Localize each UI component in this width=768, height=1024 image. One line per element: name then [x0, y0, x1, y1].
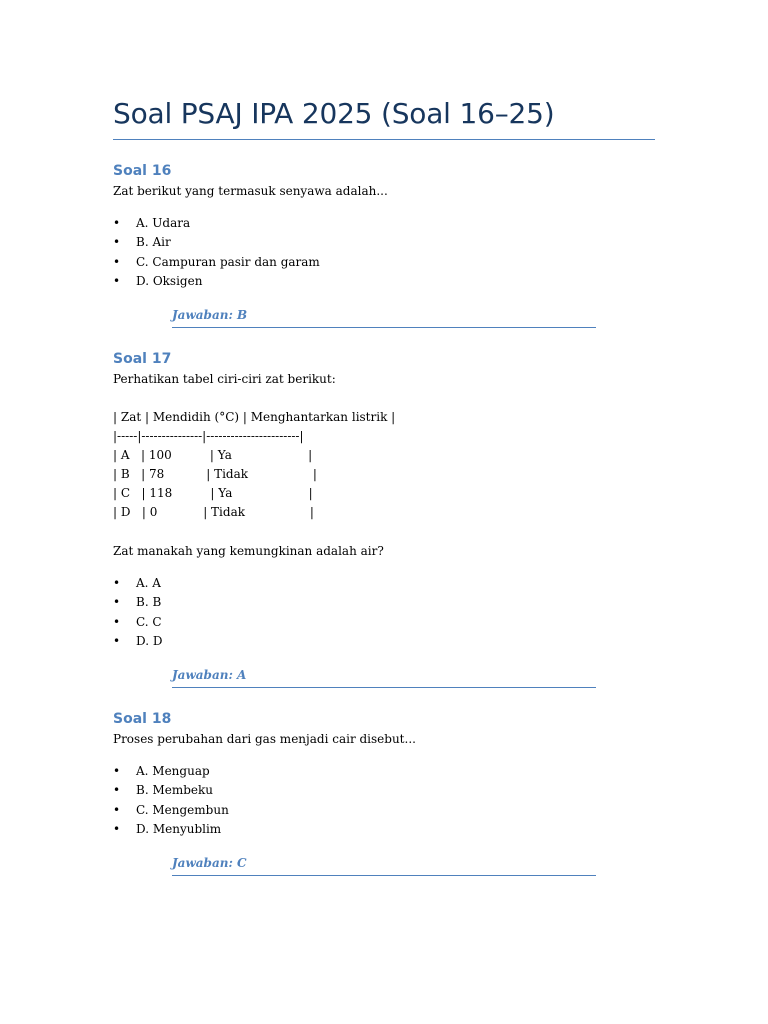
bullet-icon: • [113, 633, 121, 648]
option-label: C. C [136, 614, 162, 629]
table-row: | A | 100 | Ya | [113, 448, 313, 462]
bullet-icon: • [113, 595, 121, 610]
answer-text: Jawaban: C [172, 856, 247, 870]
bullet-icon: • [113, 614, 121, 629]
title-divider [113, 139, 655, 140]
option-label: C. Campuran pasir dan garam [136, 254, 320, 269]
option-label: D. Oksigen [136, 273, 203, 288]
answer-block [172, 305, 596, 328]
document-title: Soal PSAJ IPA 2025 (Soal 16–25) [113, 97, 555, 130]
option-label: C. Mengembun [136, 802, 229, 817]
question-heading: Soal 16 [113, 163, 172, 179]
answer-block [172, 853, 596, 876]
option-label: A. Udara [136, 216, 191, 230]
bullet-icon: • [113, 576, 121, 590]
bullet-icon: • [113, 764, 121, 778]
question-text: Zat berikut yang termasuk senyawa adalah... [113, 184, 388, 198]
question-heading: Soal 18 [113, 711, 172, 727]
table-separator-row: |-----|---------------|-----------------------| [113, 429, 304, 443]
option-label: B. Air [136, 235, 171, 250]
bullet-icon: • [113, 821, 121, 836]
question-text: Proses perubahan dari gas menjadi cair disebut... [113, 732, 416, 746]
bullet-icon: • [113, 235, 121, 250]
table-header-row: | Zat | Mendidih (°C) | Menghantarkan listrik | [113, 410, 396, 424]
question-text: Perhatikan tabel ciri-ciri zat berikut: [113, 372, 336, 386]
option-label: B. B [136, 595, 162, 610]
bullet-icon: • [113, 783, 121, 798]
option-label: A. Menguap [136, 764, 210, 778]
bullet-icon: • [113, 254, 121, 269]
answer-block [172, 665, 596, 688]
option-label: A. A [136, 576, 161, 590]
table-row: | B | 78 | Tidak | [113, 467, 317, 481]
answer-text: Jawaban: B [172, 308, 248, 322]
question-heading: Soal 17 [113, 351, 172, 367]
table-row: | D | 0 | Tidak | [113, 505, 314, 519]
bullet-icon: • [113, 216, 121, 230]
bullet-icon: • [113, 273, 121, 288]
option-label: D. D [136, 633, 163, 648]
bullet-icon: • [113, 802, 121, 817]
option-label: D. Menyublim [136, 821, 222, 836]
option-label: B. Membeku [136, 783, 213, 798]
answer-text: Jawaban: A [172, 668, 247, 682]
question-followup-text: Zat manakah yang kemungkinan adalah air? [113, 544, 384, 558]
table-row: | C | 118 | Ya | [113, 486, 313, 500]
